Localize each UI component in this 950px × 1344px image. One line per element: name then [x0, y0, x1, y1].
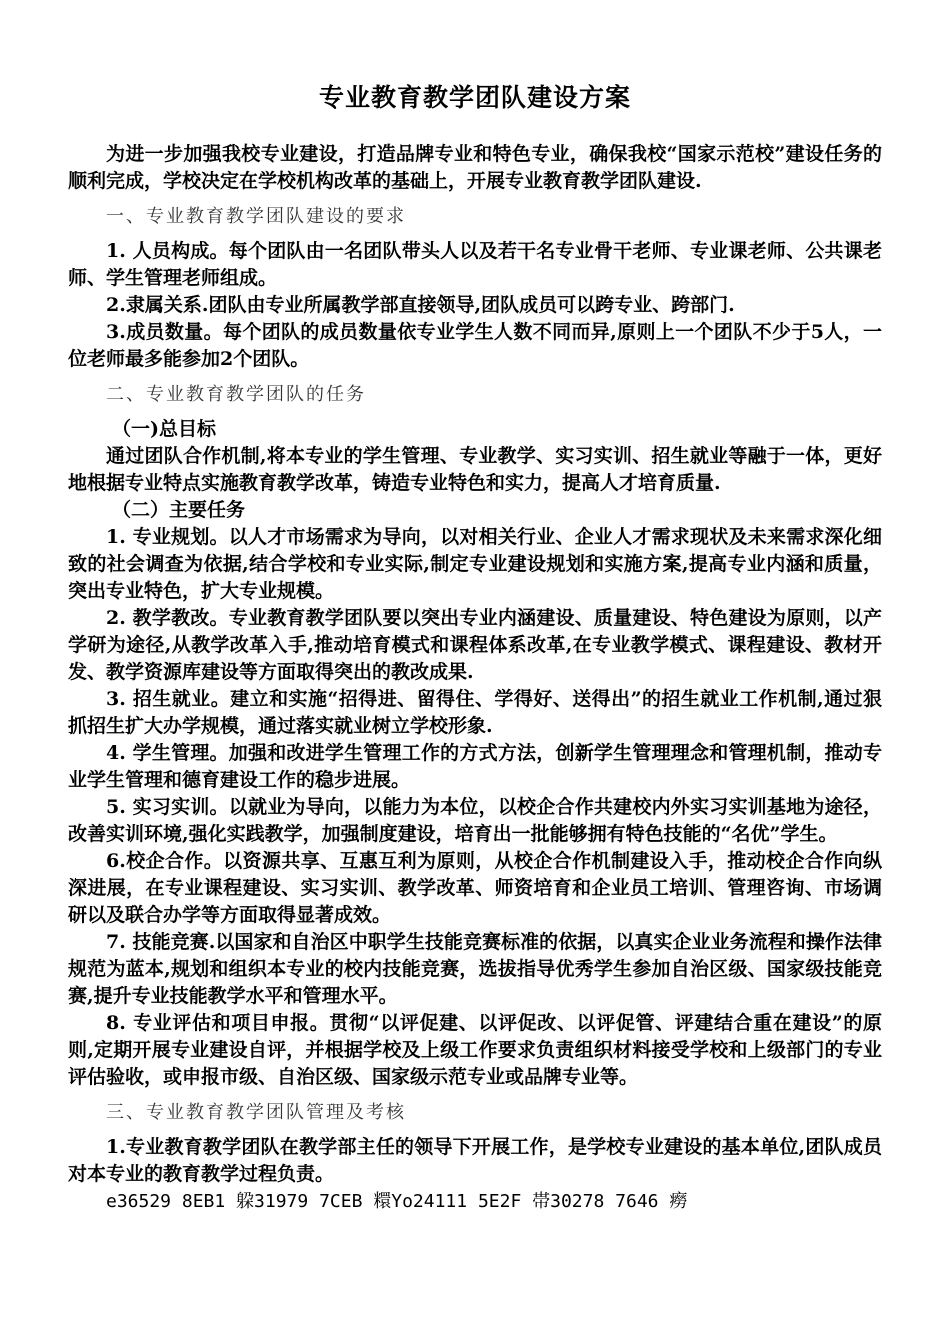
task-item: 4. 学生管理。加强和改进学生管理工作的方式方法，创新学生管理理念和管理机制，推动专业学生管理和德育建设工作的稳步进展。 [68, 742, 882, 791]
overall-goal-paragraph: 通过团队合作机制,将本专业的学生管理、专业教学、实习实训、招生就业等融于一体，更好地根据专业特点实施教育教学改革，铸造专业特色和实力，提高人才培育质量. [68, 445, 882, 494]
section-2-heading: 二、专业教育教学团队的任务 [106, 384, 366, 405]
intro-paragraph: 为进一步加强我校专业建设，打造品牌专业和特色专业，确保我校“国家示范校”建设任务的顺利完成，学校决定在学校机构改革的基础上，开展专业教育教学团队建设. [68, 143, 882, 192]
task-item: 8. 专业评估和项目申报。贯彻“以评促建、以评促改、以评促管、评建结合重在建设”的原则,定期开展专业建设自评，并根据学校及上级工作要求负责组织材料接受学校和上级部门的专业评估验收，或申报市级、自治区级、国家级示范专业或品牌专业等。 [68, 1012, 882, 1088]
section-1-heading: 一、专业教育教学团队建设的要求 [106, 206, 406, 227]
task-item: 2. 教学教改。专业教育教学团队要以突出专业内涵建设、质量建设、特色建设为原则，以产学研为途径,从教学改革入手,推动培育模式和课程体系改革,在专业教学模式、课程建设、教材开发、教学资源库建设等方面取得突出的教改成果. [68, 607, 882, 683]
task-item: 3. 招生就业。建立和实施“招得进、留得住、学得好、送得出”的招生就业工作机制,通过狠抓招生扩大办学规模，通过落实就业树立学校形象. [68, 688, 882, 737]
task-item: 1. 专业规划。以人才市场需求为导向，以对相关行业、企业人才需求现状及未来需求深化细致的社会调查为依据,结合学校和专业实际,制定专业建设规划和实施方案,提高专业内涵和质量，突出专业特色，扩大专业规模。 [68, 526, 882, 602]
section-1-item: 1. 人员构成。每个团队由一名团队带头人以及若干名专业骨干老师、专业课老师、公共课老师、学生管理老师组成。 [68, 240, 882, 289]
subsection-overall-goal-heading: （一)总目标 [112, 418, 216, 440]
document-page [68, 78, 882, 1215]
section-3-heading: 三、专业教育教学团队管理及考核 [106, 1102, 406, 1123]
garbled-code-line: e36529 8EB1 躱31979 7CEB 糫Yo24111 5E2F 帯30278 7646 癆 [106, 1191, 688, 1212]
section-1-item: 3.成员数量。每个团队的成员数量依专业学生人数不同而异,原则上一个团队不少于5人，一位老师最多能参加2个团队。 [68, 321, 882, 370]
section-1-item: 2.隶属关系.团队由专业所属教学部直接领导,团队成员可以跨专业、跨部门. [106, 294, 735, 316]
task-item: 5. 实习实训。以就业为导向，以能力为本位，以校企合作共建校内外实习实训基地为途径，改善实训环境,强化实践教学，加强制度建设，培育出一批能够拥有特色技能的“名优”学生。 [68, 796, 882, 845]
task-item: 6.校企合作。以资源共享、互惠互利为原则，从校企合作机制建设入手，推动校企合作向纵深进展，在专业课程建设、实习实训、教学改革、师资培育和企业员工培训、管理咨询、市场调研以及联合办学等方面取得显著成效。 [68, 850, 882, 926]
document-title: 专业教育教学团队建设方案 [318, 83, 631, 112]
section-3-item: 1.专业教育教学团队在教学部主任的领导下开展工作，是学校专业建设的基本单位,团队成员对本专业的教育教学过程负责。 [68, 1136, 882, 1185]
task-item: 7. 技能竞赛.以国家和自治区中职学生技能竞赛标准的依据，以真实企业业务流程和操作法律规范为蓝本,规划和组织本专业的校内技能竞赛，选拔指导优秀学生参加自治区级、国家级技能竞赛,提升专业技能教学水平和管理水平。 [68, 931, 882, 1007]
subsection-main-tasks-heading: （二）主要任务 [112, 499, 246, 521]
